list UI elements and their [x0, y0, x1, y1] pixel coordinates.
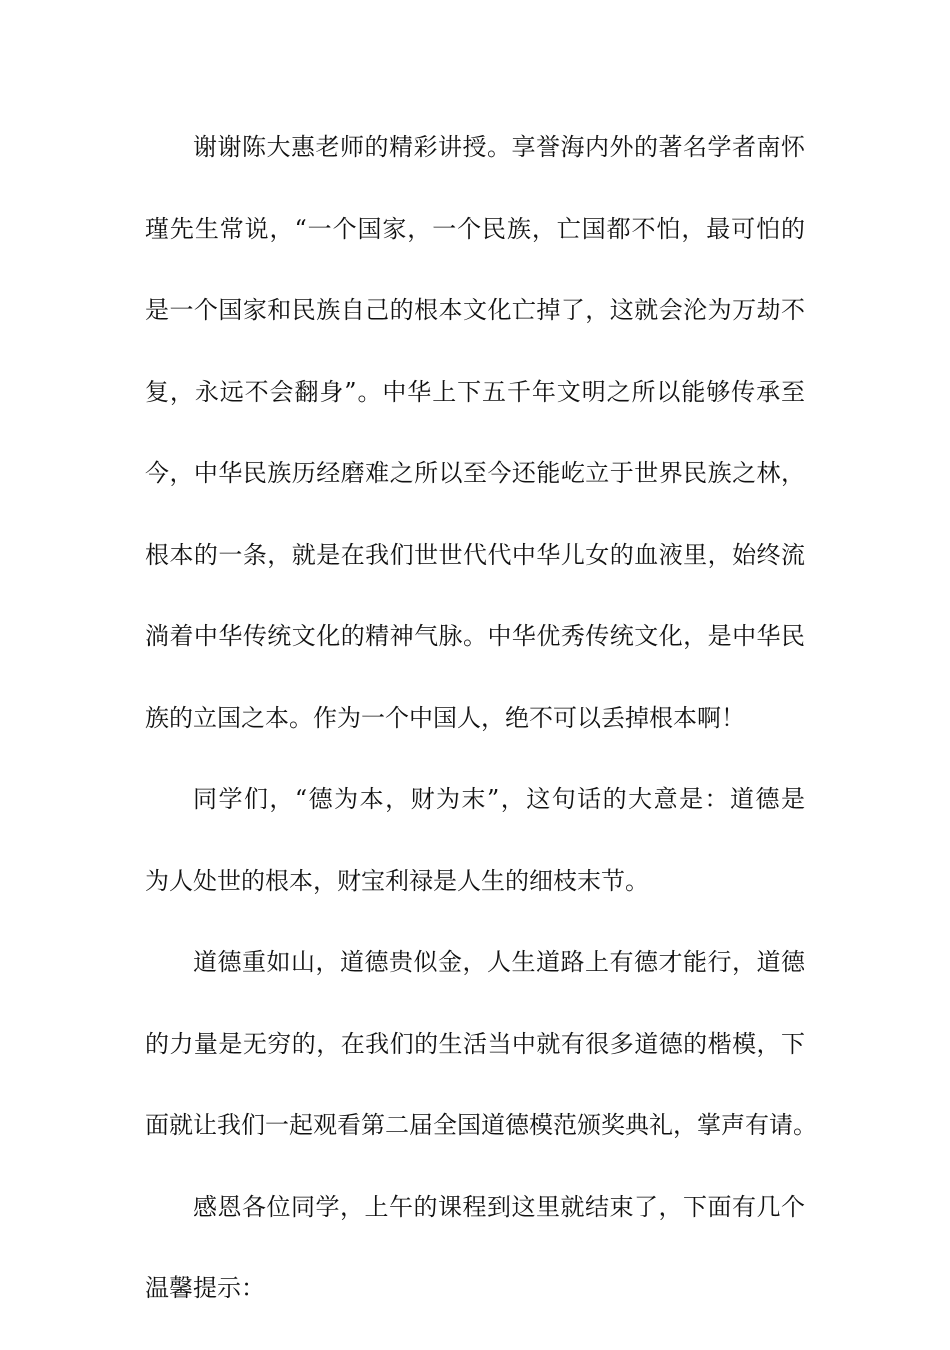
paragraph-3-line-1: 道德重如山，道德贵似金，人生道路上有德才能行，道德 — [193, 948, 805, 976]
paragraph-1-line-2: 瑾先生常说，“一个国家，一个民族，亡国都不怕，最可怕的 — [145, 214, 805, 243]
paragraph-1-line-3: 是一个国家和民族自己的根本文化亡掉了，这就会沦为万劫不 — [145, 296, 805, 324]
paragraph-1-line-8: 族的立国之本。作为一个中国人，绝不可以丢掉根本啊！ — [145, 703, 745, 732]
paragraph-3-line-2: 的力量是无穷的，在我们的生活当中就有很多道德的楷模，下 — [145, 1029, 805, 1058]
paragraph-4-line-1: 感恩各位同学，上午的课程到这里就结束了，下面有几个 — [193, 1192, 805, 1221]
paragraph-4-line-2: 温馨提示： — [145, 1274, 265, 1302]
paragraph-1-line-7: 淌着中华传统文化的精神气脉。中华优秀传统文化，是中华民 — [145, 622, 805, 650]
body-text — [145, 127, 817, 1350]
paragraph-1-line-6: 根本的一条，就是在我们世世代代中华儿女的血液里，始终流 — [145, 540, 805, 569]
paragraph-2-line-2: 为人处世的根本，财宝利禄是人生的细枝末节。 — [145, 866, 649, 895]
paragraph-3-line-3: 面就让我们一起观看第二届全国道德模范颁奖典礼，掌声有请。 — [145, 1111, 817, 1139]
paragraph-1-line-1: 谢谢陈大惠老师的精彩讲授。享誉海内外的著名学者南怀 — [193, 133, 805, 161]
paragraph-1-line-4: 复，永远不会翻身”。中华上下五千年文明之所以能够传承至 — [145, 377, 805, 406]
paragraph-2-line-1: 同学们，“德为本，财为末”，这句话的大意是：道德是 — [193, 785, 805, 813]
paragraph-1-line-5: 今，中华民族历经磨难之所以至今还能屹立于世界民族之林， — [145, 459, 805, 487]
